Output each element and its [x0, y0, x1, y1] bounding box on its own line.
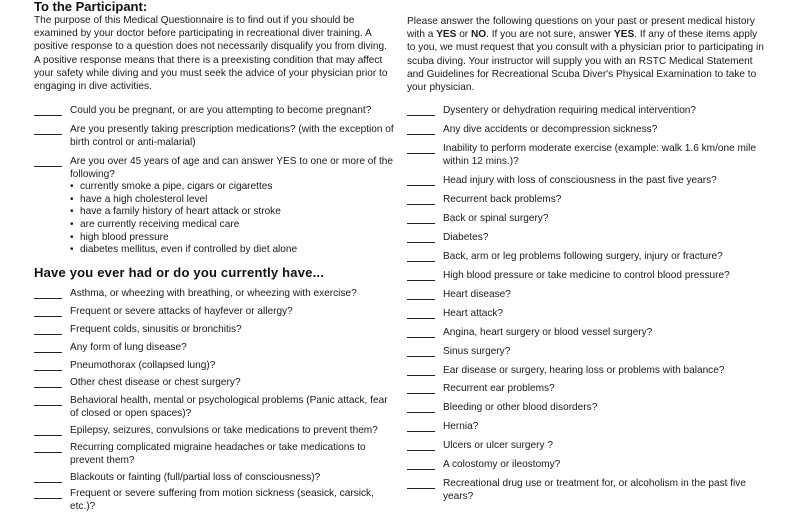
question-text: Diabetes? — [443, 232, 489, 243]
intro-text: . If you are not sure, answer — [486, 29, 615, 41]
question-text: Bleeding or other blood disorders? — [443, 402, 598, 413]
question-row — [34, 124, 396, 149]
right-intro-paragraph — [407, 15, 767, 94]
question-text: High blood pressure or take medicine to control blood pressure? — [443, 270, 730, 281]
answer-blank[interactable] — [407, 270, 435, 281]
answer-blank[interactable] — [34, 288, 62, 299]
question-text: Back or spinal surgery? — [443, 213, 549, 224]
yes-emphasis: YES — [614, 29, 635, 41]
question-row — [407, 251, 769, 264]
question-row — [407, 143, 769, 168]
answer-blank[interactable] — [34, 342, 62, 353]
question-row — [407, 232, 769, 245]
question-row — [407, 213, 769, 226]
question-text: Ulcers or ulcer surgery ? — [443, 440, 553, 451]
yes-emphasis: YES — [436, 29, 457, 41]
question-text: Frequent colds, sinusitis or bronchitis? — [70, 324, 242, 335]
question-text: Heart disease? — [443, 289, 511, 300]
question-text: Asthma, or wheezing with breathing, or wheezing with exercise? — [70, 288, 357, 299]
answer-blank[interactable] — [34, 442, 62, 453]
question-text: Recreational drug use or treatment for, or alcoholism in the past five years? — [443, 478, 746, 502]
answer-blank[interactable] — [407, 213, 435, 224]
question-text: Heart attack? — [443, 308, 504, 319]
answer-blank[interactable] — [407, 124, 435, 135]
answer-blank[interactable] — [407, 175, 435, 186]
question-text: Any form of lung disease? — [70, 342, 187, 353]
answer-blank[interactable] — [34, 360, 62, 371]
question-text: Epilepsy, seizures, convulsions or take medications to prevent them? — [70, 425, 378, 436]
question-row — [407, 308, 769, 321]
list-item: • currently smoke a pipe, cigars or cigarettes — [70, 181, 396, 194]
question-text: Are you over 45 years of age and can answer YES to one or more of the following? — [70, 156, 394, 180]
question-text: Frequent or severe suffering from motion sickness (seasick, carsick, etc.)? — [70, 488, 374, 512]
answer-blank[interactable] — [407, 402, 435, 413]
question-text: Sinus surgery? — [443, 346, 511, 357]
question-text: Ear disease or surgery, hearing loss or problems with balance? — [443, 365, 725, 376]
question-row — [34, 425, 396, 438]
question-row — [407, 289, 769, 302]
answer-blank[interactable] — [407, 478, 435, 489]
answer-blank[interactable] — [34, 472, 62, 483]
question-text: Frequent or severe attacks of hayfever or allergy? — [70, 306, 293, 317]
question-text: Behavioral health, mental or psychological problems (Panic attack, fear of closed or open spaces)? — [70, 395, 388, 419]
answer-blank[interactable] — [407, 308, 435, 319]
answer-blank[interactable] — [407, 194, 435, 205]
question-row — [34, 472, 396, 485]
list-item: • have a family history of heart attack or stroke — [70, 206, 396, 219]
answer-blank[interactable] — [34, 395, 62, 406]
answer-blank[interactable] — [407, 440, 435, 451]
question-row — [407, 105, 769, 118]
list-item: • diabetes mellitus, even if controlled by diet alone — [70, 244, 396, 257]
question-row — [34, 488, 396, 513]
answer-blank[interactable] — [34, 105, 62, 116]
question-text: Back, arm or leg problems following surgery, injury or fracture? — [443, 251, 723, 262]
question-text: Are you presently taking prescription medications? (with the exception of birth control or anti-malarial) — [70, 124, 394, 148]
question-row — [407, 194, 769, 207]
question-text: Other chest disease or chest surgery? — [70, 377, 241, 388]
question-text: Recurrent ear problems? — [443, 383, 555, 394]
question-text: Recurring complicated migraine headaches or take medications to prevent them? — [70, 442, 366, 466]
question-text: Dysentery or dehydration requiring medical intervention? — [443, 105, 697, 116]
question-row — [34, 442, 396, 467]
answer-blank[interactable] — [34, 488, 62, 499]
question-text: Blackouts or fainting (full/partial loss of consciousness)? — [70, 472, 321, 483]
list-item: • have a high cholesterol level — [70, 194, 396, 207]
question-text: Could you be pregnant, or are you attempting to become pregnant? — [70, 105, 372, 116]
answer-blank[interactable] — [407, 383, 435, 394]
question-text: Inability to perform moderate exercise (example: walk 1.6 km/one mile within 12 mins.)? — [443, 143, 757, 167]
question-row — [34, 156, 396, 257]
section-title: Have you ever had or do you currently have... — [34, 265, 325, 280]
answer-blank[interactable] — [407, 327, 435, 338]
question-row — [34, 360, 396, 373]
question-row — [34, 324, 396, 337]
answer-blank[interactable] — [34, 306, 62, 317]
answer-blank[interactable] — [407, 105, 435, 116]
question-row — [407, 175, 769, 188]
answer-blank[interactable] — [34, 425, 62, 436]
left-intro-paragraph: The purpose of this Medical Questionnaire is to find out if you should be examined by your doctor before participating in recreational diver training. A positive response to a question does not necessarily disqualify you from diving. A positive response means that there is a preexisting condition that may affect your safety while diving and you must seek the advice of your physician prior to engaging in dive activities. — [34, 15, 388, 93]
question-row — [407, 478, 769, 503]
answer-blank[interactable] — [34, 377, 62, 388]
intro-text: . If any of these items apply to you, we must request that you consult with a physician prior to participating in scuba diving. Your instructor will supply you with an RSTC Medical Statement and Guidelines for Recreational Scuba Diver's Physical Examination to take to your physician. — [407, 29, 764, 94]
answer-blank[interactable] — [407, 459, 435, 470]
answer-blank[interactable] — [407, 346, 435, 357]
question-row — [34, 105, 396, 118]
answer-blank[interactable] — [407, 421, 435, 432]
question-row — [34, 342, 396, 355]
question-row — [407, 346, 769, 359]
question-row — [407, 421, 769, 434]
question-row — [34, 306, 396, 319]
no-emphasis: NO — [470, 29, 487, 41]
question-text: Recurrent back problems? — [443, 194, 562, 205]
question-text: Hernia? — [443, 421, 479, 432]
question-row — [407, 327, 769, 340]
question-row — [407, 383, 769, 396]
question-row — [407, 402, 769, 415]
question-row — [34, 377, 396, 390]
answer-blank[interactable] — [407, 143, 435, 154]
question-row — [407, 124, 769, 137]
intro-text: or — [456, 29, 471, 41]
page-heading: To the Participant: — [34, 0, 148, 14]
question-text: A colostomy or ileostomy? — [443, 459, 561, 470]
answer-blank[interactable] — [34, 156, 62, 167]
answer-blank[interactable] — [407, 365, 435, 376]
question-text: Any dive accidents or decompression sickness? — [443, 124, 658, 135]
answer-blank[interactable] — [407, 289, 435, 300]
answer-blank[interactable] — [407, 232, 435, 243]
question-text: Pneumothorax (collapsed lung)? — [70, 360, 216, 371]
intro-text: Please answer the following questions on your past or present medical history with a — [407, 16, 755, 41]
question-row — [407, 270, 769, 283]
question-text: Head injury with loss of consciousness in the past five years? — [443, 175, 717, 186]
question-row — [34, 395, 396, 420]
answer-blank[interactable] — [407, 251, 435, 262]
list-item: • are currently receiving medical care — [70, 219, 396, 232]
answer-blank[interactable] — [34, 324, 62, 335]
question-text: Angina, heart surgery or blood vessel surgery? — [443, 327, 653, 338]
list-item: • high blood pressure — [70, 232, 396, 245]
question-row — [34, 288, 396, 301]
risk-factor-list — [34, 181, 396, 257]
question-row — [407, 440, 769, 453]
answer-blank[interactable] — [34, 124, 62, 135]
question-row — [407, 365, 769, 378]
question-row — [407, 459, 769, 472]
